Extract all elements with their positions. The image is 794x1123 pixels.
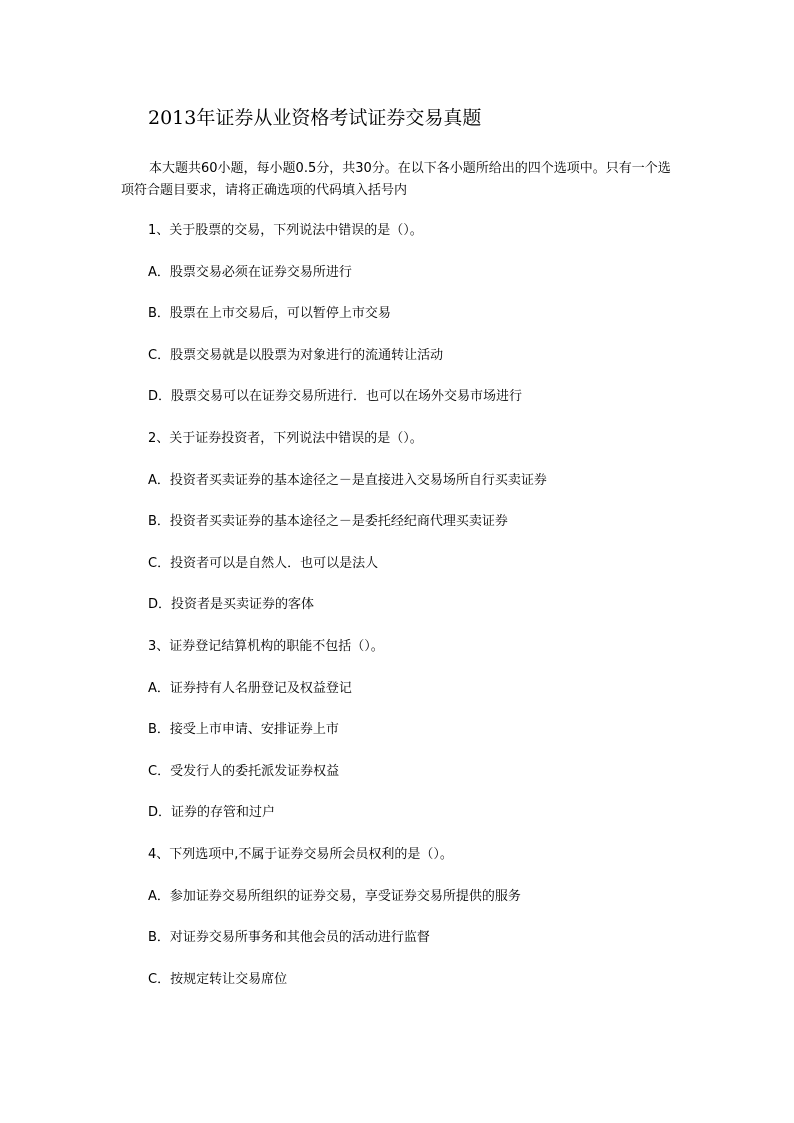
question-3: 3、证券登记结算机构的职能不包括（）。 bbox=[148, 638, 384, 654]
q4-option-b: B．对证券交易所事务和其他会员的活动进行监督 bbox=[148, 930, 430, 946]
instructions-text: 本大题共60小题，每小题0.5分，共30分。在以下各小题所给出的四个选项中。只有一个选项符合题目要求，请将正确选项的代码填入括号内 bbox=[121, 161, 671, 198]
question-2: 2、关于证券投资者，下列说法中错误的是（）。 bbox=[148, 430, 423, 446]
q4-option-c: C．按规定转让交易席位 bbox=[148, 971, 288, 987]
q1-option-b: B．股票在上市交易后，可以暂停上市交易 bbox=[148, 306, 391, 322]
q2-option-a: A．投资者买卖证券的基本途径之－是直接进入交易场所自行买卖证券 bbox=[148, 472, 547, 488]
q3-option-a: A．证券持有人名册登记及权益登记 bbox=[148, 680, 352, 696]
q3-option-b: B．接受上市申请、安排证券上市 bbox=[148, 722, 339, 738]
question-1: 1、关于股票的交易，下列说法中错误的是（）。 bbox=[148, 223, 423, 238]
q1-option-d: D．股票交易可以在证券交易所进行．也可以在场外交易市场进行 bbox=[148, 389, 523, 405]
q4-option-a: A．参加证券交易所组织的证券交易，享受证券交易所提供的服务 bbox=[148, 888, 521, 904]
question-4: 4、下列选项中,不属于证券交易所会员权利的是（）。 bbox=[148, 846, 453, 862]
page-title: 2013年证券从业资格考试证券交易真题 bbox=[148, 107, 482, 129]
q1-option-a: A．股票交易必须在证券交易所进行 bbox=[148, 264, 352, 280]
q2-option-b: B．投资者买卖证券的基本途径之－是委托经纪商代理买卖证券 bbox=[148, 514, 508, 530]
q2-option-c: C．投资者可以是自然人．也可以是法人 bbox=[148, 555, 379, 571]
q2-option-d: D．投资者是买卖证券的客体 bbox=[148, 597, 315, 613]
q1-option-c: C．股票交易就是以股票为对象进行的流通转让活动 bbox=[148, 347, 444, 363]
instructions bbox=[121, 158, 681, 202]
question-list bbox=[148, 221, 547, 1011]
q3-option-d: D．证券的存管和过户 bbox=[148, 805, 276, 821]
q3-option-c: C．受发行人的委托派发证券权益 bbox=[148, 763, 340, 779]
